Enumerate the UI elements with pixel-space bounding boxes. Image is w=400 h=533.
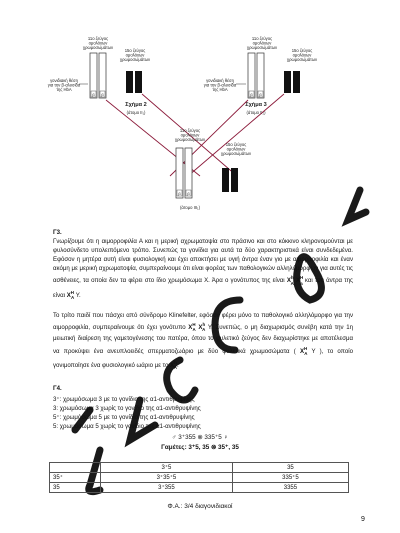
chromosome-diagram <box>40 28 360 228</box>
svg-text:β: β <box>92 92 95 97</box>
table-row <box>50 463 349 473</box>
page-number: 9 <box>361 516 365 523</box>
scheme-3-title: Σχήμα 3 <box>245 102 267 108</box>
table-cell <box>50 463 101 473</box>
chr15-label-bottom: 15ο ζεύγος ομολόγων χρωμοσωμάτων <box>220 142 252 157</box>
punnett-square <box>49 462 349 493</box>
g4-heading: Γ4. <box>53 385 62 392</box>
person-ii1-label: (άτομο II₁) <box>126 110 146 115</box>
svg-text:β: β <box>101 92 104 97</box>
g3-heading: Γ3. <box>53 229 62 236</box>
table-row <box>50 483 349 493</box>
table-cell: 3⁺35⁺5 <box>101 473 233 483</box>
svg-text:β: β <box>187 191 190 196</box>
locus-label-left: γονιδιακή θέση για την β-αλυσίδα της HbA <box>47 78 81 93</box>
chr11-label-bottom: 11ο ζεύγος ομολόγων χρωμοσωμάτων <box>174 128 206 143</box>
chromosome-15a-left <box>126 71 133 93</box>
g3-paragraph-1 <box>53 237 353 302</box>
svg-text:β: β <box>259 92 262 97</box>
svg-text:β: β <box>250 92 253 97</box>
scheme-2-group <box>48 36 150 115</box>
phenotype-ratio: Φ.Α.: 3/4 διαγονιδιακοί <box>167 503 233 510</box>
g3-p1-text: Γνωρίζουμε ότι η αιμορροφιλία Α και η μερική αχρωματοψία στο πράσινο και στο κόκκινο κληρονομούνται με φυλοσύνδετο υπολειπόμενο τρόπο. Συνεπώς τα γονίδια για αυτά τα δύο χαρακτηριστικά είναι συνδεδεμένα. Εφόσον η μητέρα αυτή είναι φυσιολογική και έχει αποκτήσει με υγιή άντρα έναν γιο με αιμορροφιλία και έναν ακόμη με μερική αχρωματοψία, συμπεραίνουμε ότι είναι φορέας των παθολογικών αλληλόμορφων για αυτές τις ασθένειες, τα οποία δεν τα φέρει στο ίδιο χρωμόσωμα Χ. Άρα ο γονότυπος της είναι $X^h_A$ $X^H_a$ και του άντρα της είναι $X^H_A$ Y. <box>53 238 353 300</box>
chromosome-15b-bottom <box>231 168 238 192</box>
g4-line-3: 5⁺: χρωμόσωμα 5 με το γονίδιο της α1-αντιθρυψίνης <box>53 414 195 421</box>
chromosome-15a-bottom <box>222 168 229 192</box>
person-iii1-group <box>175 128 251 210</box>
cross-formula: ♂ 3⁺355 ⊗ 335⁺5 ♀ <box>171 434 229 441</box>
chr15-label-left: 15ο ζεύγος ομολόγων χρωμοσωμάτων <box>119 48 151 63</box>
g4-line-1: 3⁺: χρωμόσωμα 3 με το γονίδιο της α1-αντιθρυψίνης <box>53 396 195 403</box>
table-cell: 3⁺355 <box>101 483 233 493</box>
table-row <box>50 473 349 483</box>
table-cell: 35⁺ <box>50 473 101 483</box>
scheme-3-group <box>204 36 317 115</box>
table-cell: 335⁺5 <box>232 473 348 483</box>
chr11-label-right: 11ο ζεύγος ομολόγων χρωμοσωμάτων <box>246 36 278 51</box>
table-cell: 35 <box>50 483 101 493</box>
table-cell: 3⁺5 <box>101 463 233 473</box>
locus-label-right: γονιδιακή θέση για την β-αλυσίδα της HbA <box>203 78 237 93</box>
gametes-line: Γαμέτες: 3⁺5, 35 ⊗ 35⁺, 35 <box>161 444 239 451</box>
table-cell: 35 <box>232 463 348 473</box>
chr15-label-right: 15ο ζεύγος ομολόγων χρωμοσωμάτων <box>286 48 318 63</box>
g3-paragraph-2 <box>53 311 353 372</box>
svg-text:β: β <box>178 191 181 196</box>
person-iii1-label: (άτομο III₁) <box>180 205 200 210</box>
chromosome-15b-left <box>135 71 142 93</box>
table-cell: 3355 <box>232 483 348 493</box>
chromosome-15b-right <box>293 71 300 93</box>
chromosome-15a-right <box>284 71 291 93</box>
scheme-2-title: Σχήμα 2 <box>125 102 147 108</box>
person-ii2-label: (άτομο II₂) <box>246 110 266 115</box>
chr11-label-left: 11ο ζεύγος ομολόγων χρωμοσωμάτων <box>82 36 114 51</box>
g3-p2-text: Το τρίτο παιδί που πάσχει από σύνδρομο Klinefelter, εφόσον φέρει μόνο το παθολογικό αλληλόμορφο για την αιμορροφιλία, συμπεραίνουμε ότι έχει γονότυπο $X^H_A$ $X^h_A$ Y. Συνεπώς, ο μη διαχωρισμός συνέβη κατά την 1η μειωτική διαίρεση της γαμετογένεσης του πατέρα, όπου το φυλετικό ζεύγος δεν διαχωρίστηκε με αποτέλεσμα να προκύψει ένα ανευπλοειδές σπερματοζωάριο με δύο φυλετικά χρωμοσώματα ( $X^H_A$ Y ), το οποίο γονιμοποίησε ένα φυσιολογικό ωάριο με το $X^h_A$. <box>53 312 353 371</box>
g4-line-4: 5: χρωμόσωμα 5 χωρίς το γονίδιο της α1-αντιθρυψίνης <box>53 423 201 430</box>
g4-line-2: 3: χρωμόσωμα 3 χωρίς το γονίδιο της α1-αντιθρυψίνης <box>53 405 201 412</box>
